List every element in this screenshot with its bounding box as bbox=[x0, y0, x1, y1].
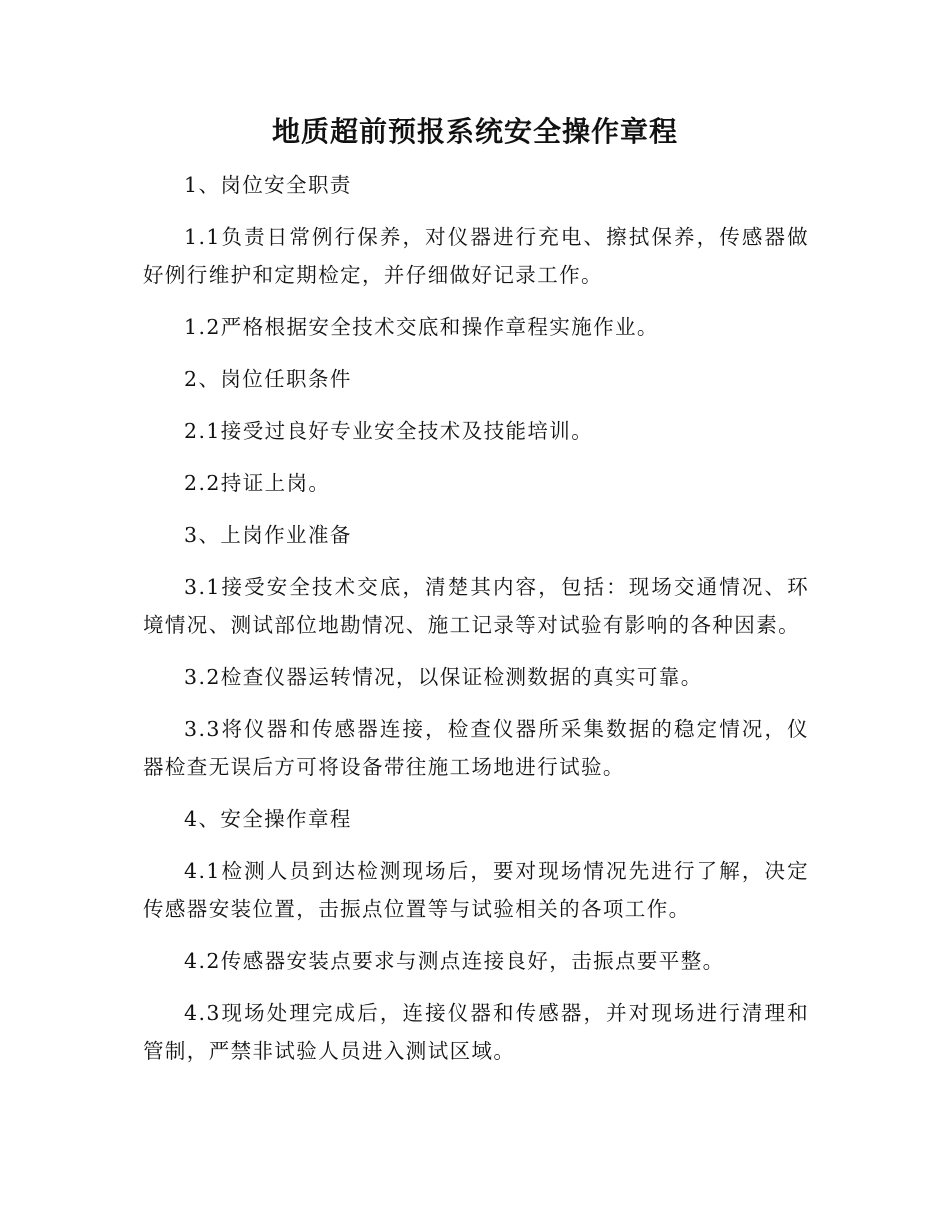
section-heading-2: 2、岗位任职条件 bbox=[184, 367, 352, 391]
paragraph-4-3: 4.3现场处理完成后，连接仪器和传感器，并对现场进行清理和管制，严禁非试验人员进入测试区域。 bbox=[143, 1001, 809, 1063]
paragraph-4-2: 4.2传感器安装点要求与测点连接良好，击振点要平整。 bbox=[184, 949, 725, 973]
document-title: 地质超前预报系统安全操作章程 bbox=[271, 115, 678, 148]
section-heading-4: 4、安全操作章程 bbox=[184, 807, 352, 831]
section-heading-3: 3、上岗作业准备 bbox=[184, 523, 352, 547]
paragraph-1-2: 1.2严格根据安全技术交底和操作章程实施作业。 bbox=[184, 315, 659, 339]
paragraph-2-1: 2.1接受过良好专业安全技术及技能培训。 bbox=[184, 419, 594, 443]
paragraph-3-1: 3.1接受安全技术交底，清楚其内容，包括：现场交通情况、环境情况、测试部位地勘情况、施工记录等对试验有影响的各种因素。 bbox=[143, 575, 809, 637]
document-body bbox=[143, 166, 809, 1084]
section-heading-1: 1、岗位安全职责 bbox=[184, 173, 352, 197]
paragraph-3-2: 3.2检查仪器运转情况，以保证检测数据的真实可靠。 bbox=[184, 665, 703, 689]
paragraph-1-1: 1.1负责日常例行保养，对仪器进行充电、擦拭保养，传感器做好例行维护和定期检定，并仔细做好记录工作。 bbox=[143, 225, 809, 287]
paragraph-3-3: 3.3将仪器和传感器连接，检查仪器所采集数据的稳定情况，仪器检查无误后方可将设备带往施工场地进行试验。 bbox=[143, 717, 809, 779]
paragraph-2-2: 2.2持证上岗。 bbox=[184, 471, 331, 495]
paragraph-4-1: 4.1检测人员到达检测现场后，要对现场情况先进行了解，决定传感器安装位置，击振点位置等与试验相关的各项工作。 bbox=[143, 859, 809, 921]
